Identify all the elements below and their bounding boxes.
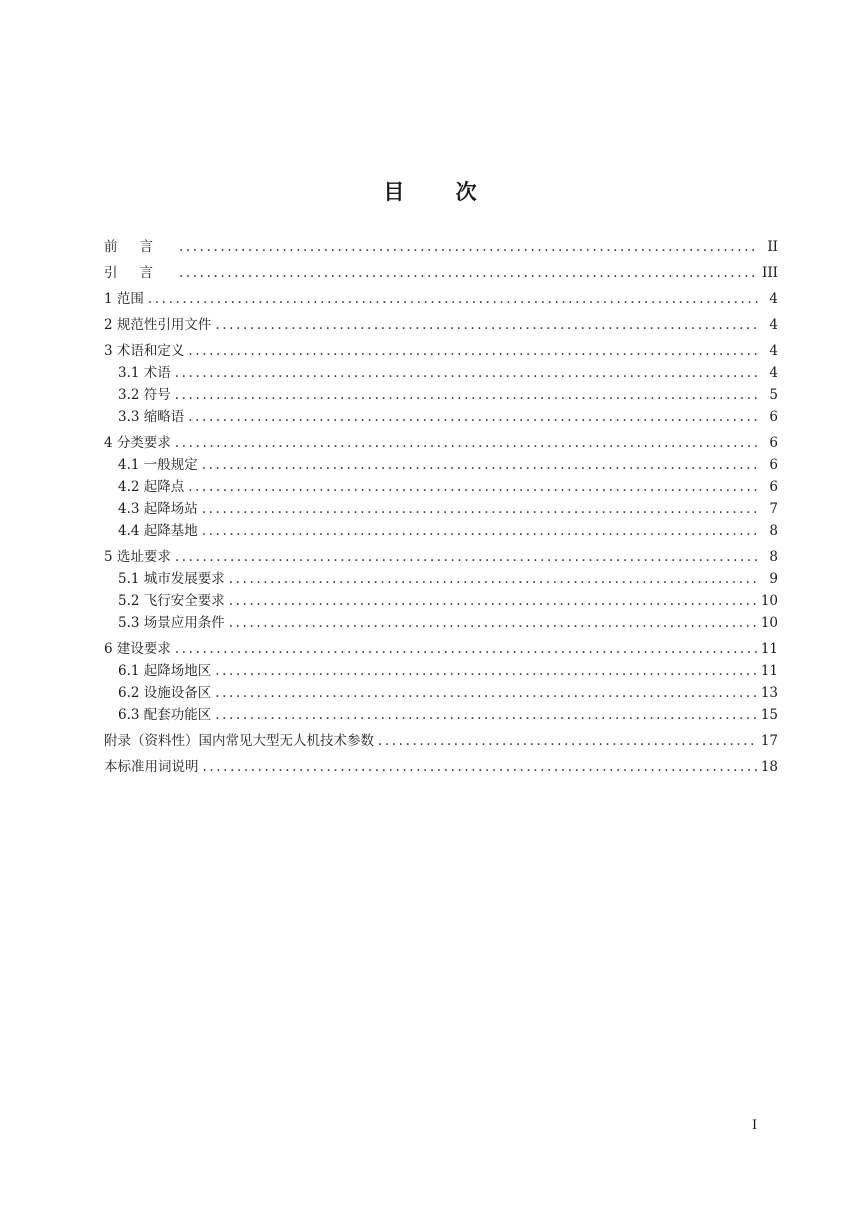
toc-entry-label: 3.1 术语 [118, 365, 171, 381]
toc-entry[interactable] [104, 682, 778, 704]
toc-entry-label: 4.1 一般规定 [118, 457, 198, 473]
toc-entry-label: 4.3 起降场站 [118, 501, 198, 517]
toc-entry[interactable] [104, 384, 778, 406]
toc-entry-label: 6.3 配套功能区 [118, 707, 212, 723]
toc-entry-label: 2 规范性引用文件 [104, 317, 212, 333]
toc-dot-leader [202, 498, 758, 520]
toc-entry[interactable] [104, 498, 778, 520]
toc-entry-page: 7 [769, 501, 778, 517]
toc-entry-page: 6 [769, 435, 778, 451]
toc-dot-leader [175, 384, 758, 406]
toc-entry-page: 4 [769, 343, 778, 359]
toc-dot-leader [148, 288, 758, 310]
toc-entry-page: 4 [769, 291, 778, 307]
toc-entry-label: 3 术语和定义 [104, 343, 185, 359]
toc-entry-label: 5 选址要求 [104, 549, 171, 565]
toc-entry-label: 1 范围 [104, 291, 144, 307]
toc-entry-label: 4.4 起降基地 [118, 523, 198, 539]
toc-entry[interactable] [104, 660, 778, 682]
page-title: 目 次 [383, 180, 499, 204]
toc-entry[interactable] [104, 236, 778, 258]
toc-dot-leader [229, 590, 757, 612]
toc-dot-leader [175, 638, 757, 660]
toc-entry-page: 4 [769, 317, 778, 333]
toc-entry-page: 13 [760, 685, 778, 701]
toc-entry-label: 引言 [104, 265, 175, 281]
toc-entry-label: 4.2 起降点 [118, 479, 185, 495]
toc-dot-leader [202, 520, 758, 542]
toc-entry[interactable] [104, 476, 778, 498]
toc-entry-page: 18 [760, 759, 778, 775]
toc-entry-label: 前言 [104, 239, 175, 255]
toc-entry[interactable] [104, 568, 778, 590]
toc-entry-page: 6 [769, 409, 778, 425]
toc-entry-label: 本标准用词说明 [104, 759, 199, 775]
toc-entry[interactable] [104, 546, 778, 568]
toc-entry-page: 11 [760, 641, 778, 657]
toc-entry[interactable] [104, 638, 778, 660]
toc-dot-leader [188, 340, 758, 362]
toc-entry-page: 4 [769, 365, 778, 381]
toc-entry-page: 15 [760, 707, 778, 723]
toc-dot-leader [188, 476, 758, 498]
toc-entry[interactable] [104, 704, 778, 726]
toc-entry-label: 3.2 符号 [118, 387, 171, 403]
toc-entry-page: 6 [769, 457, 778, 473]
toc-entry[interactable] [104, 730, 778, 752]
toc-dot-leader [215, 682, 757, 704]
toc-entry[interactable] [104, 590, 778, 612]
toc-dot-leader [175, 362, 758, 384]
toc-entry-label: 6.1 起降场地区 [118, 663, 212, 679]
toc-dot-leader [175, 546, 758, 568]
toc-dot-leader [215, 314, 758, 336]
toc-entry-label: 5.2 飞行安全要求 [118, 593, 225, 609]
toc-dot-leader [202, 454, 758, 476]
toc-entry[interactable] [104, 362, 778, 384]
toc-dot-leader [179, 236, 758, 258]
page-number: I [752, 1118, 758, 1133]
toc-entry-page: 10 [760, 593, 778, 609]
toc-entry[interactable] [104, 314, 778, 336]
toc-entry[interactable] [104, 262, 778, 284]
toc-entry-page: 9 [769, 571, 778, 587]
toc-dot-leader [188, 406, 758, 428]
toc-entry[interactable] [104, 520, 778, 542]
toc-entry[interactable] [104, 756, 778, 778]
toc-entry[interactable] [104, 432, 778, 454]
toc-entry-page: III [762, 265, 778, 281]
table-of-contents [104, 236, 778, 778]
toc-dot-leader [229, 612, 757, 634]
toc-entry[interactable] [104, 406, 778, 428]
toc-dot-leader [215, 660, 757, 682]
toc-entry-label: 6 建设要求 [104, 641, 171, 657]
toc-entry-page: 6 [769, 479, 778, 495]
toc-entry-label: 5.1 城市发展要求 [118, 571, 225, 587]
toc-entry-page: 11 [760, 663, 778, 679]
toc-entry-page: 10 [760, 615, 778, 631]
toc-entry[interactable] [104, 340, 778, 362]
toc-entry[interactable] [104, 288, 778, 310]
toc-entry-label: 4 分类要求 [104, 435, 171, 451]
toc-dot-leader [203, 756, 757, 778]
toc-entry-label: 5.3 场景应用条件 [118, 615, 225, 631]
toc-entry-page: II [767, 239, 778, 255]
toc-entry-page: 5 [769, 387, 778, 403]
toc-entry-label: 6.2 设施设备区 [118, 685, 212, 701]
toc-entry-page: 8 [769, 523, 778, 539]
toc-entry-label: 附录（资料性）国内常见大型无人机技术参数 [104, 733, 374, 749]
toc-dot-leader [179, 262, 758, 284]
toc-entry-page: 17 [760, 733, 778, 749]
toc-entry[interactable] [104, 612, 778, 634]
toc-entry-label: 3.3 缩略语 [118, 409, 185, 425]
toc-dot-leader [229, 568, 758, 590]
toc-entry[interactable] [104, 454, 778, 476]
toc-dot-leader [215, 704, 757, 726]
toc-dot-leader [378, 730, 757, 752]
toc-entry-page: 8 [769, 549, 778, 565]
toc-dot-leader [175, 432, 758, 454]
